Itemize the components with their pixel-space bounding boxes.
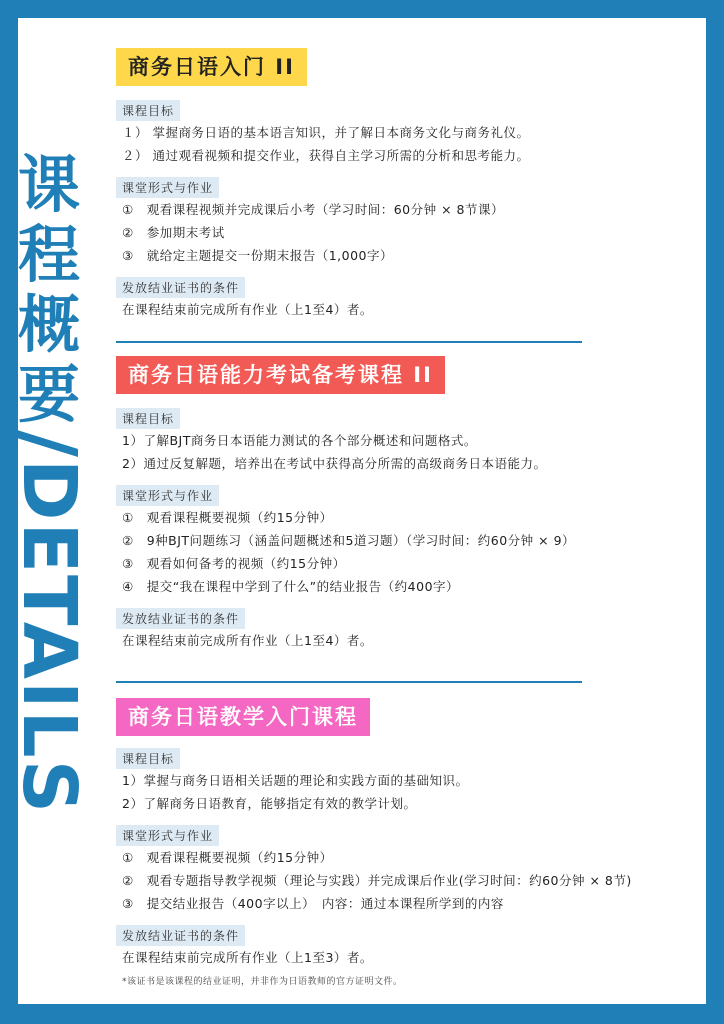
cert-text: 在课程结束前完成所有作业（上1至4）者。 (122, 633, 373, 648)
goal-item: 2）通过反复解题，培养出在考试中获得高分所需的高级商务日本语能力。 (122, 456, 547, 471)
side-title-latin: /DETAILS (6, 430, 92, 815)
goal-item: 2）了解商务日语教育，能够指定有效的教学计划。 (122, 796, 417, 811)
format-item: ③ 就给定主题提交一份期末报告（1,000字） (122, 248, 393, 263)
format-label: 课堂形式与作业 (116, 485, 219, 506)
format-item: ② 观看专题指导教学视频（理论与实践）并完成课后作业(学习时间：约60分钟 × 8节) (122, 873, 632, 888)
format-label: 课堂形式与作业 (116, 177, 219, 198)
goal-item: ２） 通过观看视频和提交作业，获得自主学习所需的分析和思考能力。 (122, 148, 530, 163)
course-3 (116, 698, 696, 969)
cert-text: 在课程结束前完成所有作业（上1至4）者。 (122, 302, 373, 317)
cert-label: 发放结业证书的条件 (116, 608, 245, 629)
format-item: ① 观看课程概要视频（约15分钟） (122, 510, 333, 525)
format-item: ② 参加期末考试 (122, 225, 225, 240)
format-item: ① 观看课程概要视频（约15分钟） (122, 850, 333, 865)
course-1 (116, 48, 696, 321)
footnote: *该证书是该课程的结业证明，并非作为日语教师的官方证明文件。 (122, 977, 403, 987)
format-item: ③ 提交结业报告（400字以上） 内容：通过本课程所学到的内容 (122, 896, 504, 911)
goal-item: 1）掌握与商务日语相关话题的理论和实践方面的基础知识。 (122, 773, 469, 788)
course-title: 商务日语入门 II (116, 48, 307, 86)
course-2 (116, 356, 696, 652)
side-title (6, 148, 92, 815)
section-divider (116, 681, 582, 683)
format-item: ① 观看课程视频并完成课后小考（学习时间：60分钟 × 8节课） (122, 202, 504, 217)
goal-label: 课程目标 (116, 748, 180, 769)
section-divider (116, 341, 582, 343)
cert-text: 在课程结束前完成所有作业（上1至3）者。 (122, 950, 373, 965)
side-title-cjk: 课程概要 (17, 148, 80, 431)
format-item: ③ 观看如何备考的视频（约15分钟） (122, 556, 346, 571)
course-title: 商务日语能力考试备考课程 II (116, 356, 445, 394)
format-item: ② 9种BJT问题练习（涵盖问题概述和5道习题）（学习时间：约60分钟 × 9） (122, 533, 576, 548)
goal-item: １） 掌握商务日语的基本语言知识，并了解日本商务文化与商务礼仪。 (122, 125, 530, 140)
course-title: 商务日语教学入门课程 (116, 698, 370, 736)
cert-label: 发放结业证书的条件 (116, 925, 245, 946)
goal-item: 1）了解BJT商务日本语能力测试的各个部分概述和问题格式。 (122, 433, 477, 448)
format-item: ④ 提交“我在课程中学到了什么”的结业报告（约400字） (122, 579, 460, 594)
goal-label: 课程目标 (116, 408, 180, 429)
goal-label: 课程目标 (116, 100, 180, 121)
format-label: 课堂形式与作业 (116, 825, 219, 846)
cert-label: 发放结业证书的条件 (116, 277, 245, 298)
